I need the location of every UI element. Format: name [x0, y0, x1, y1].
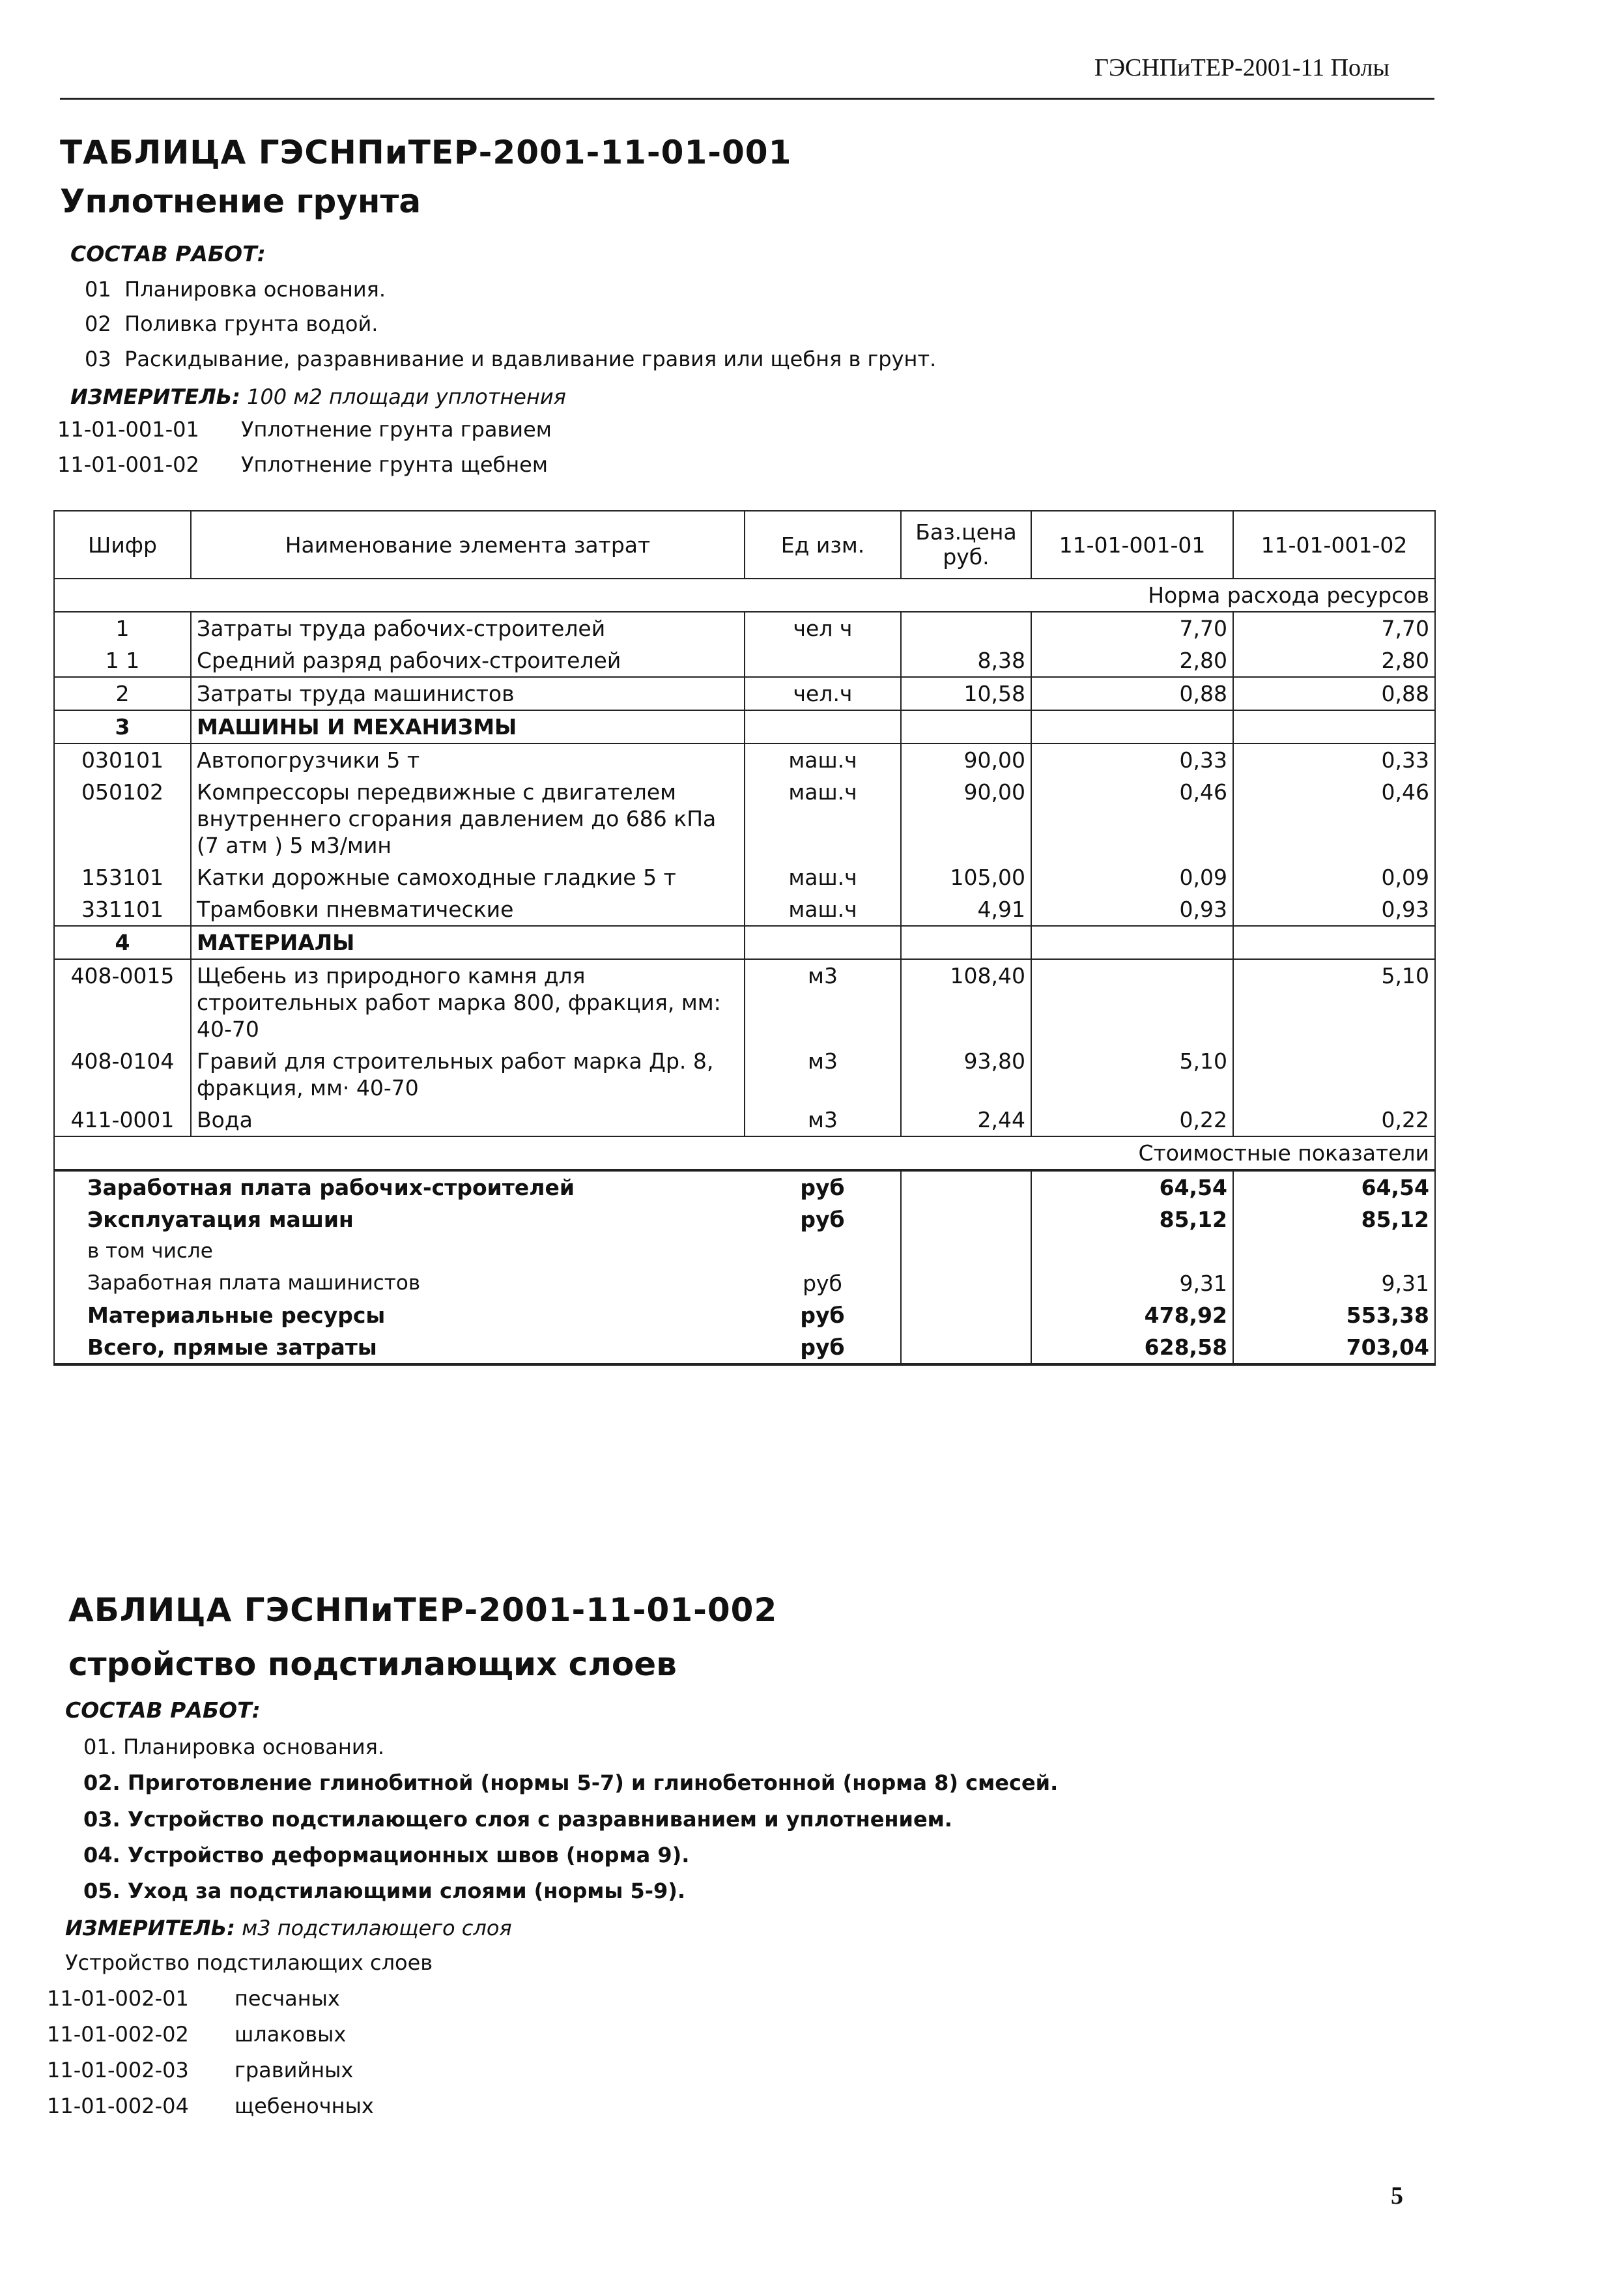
resource-band-row: [54, 579, 1435, 612]
cell-norm2: 0,88: [1233, 677, 1435, 710]
cell-norm2: [1233, 926, 1435, 959]
cell-price: [901, 612, 1031, 644]
table2-work-item: [83, 1735, 384, 1759]
measure-label: ИЗМЕРИТЕЛЬ:: [70, 384, 240, 409]
cell-unit: чел.ч: [745, 677, 901, 710]
cell-code: 030101: [54, 743, 191, 776]
table-row: [54, 893, 1435, 926]
cell-name: Гравий для строительных работ марка Др. 8, фракция, мм· 40-70: [191, 1045, 745, 1104]
cell-unit: м3: [745, 1045, 901, 1104]
summary-norm2: 553,38: [1233, 1299, 1435, 1331]
table1-norm-name: Уплотнение грунта щебнем: [241, 452, 548, 477]
running-header: ГЭСНПиТЕР-2001-11 Полы: [1094, 54, 1390, 81]
table2-work-item: [83, 1807, 952, 1832]
col-header-unit: Ед изм.: [745, 511, 901, 579]
table2-norm-name: щебеночных: [235, 2094, 374, 2118]
table-row: [54, 612, 1435, 644]
cell-norm1: 7,70: [1031, 612, 1233, 644]
cell-name: Средний разряд рабочих-строителей: [191, 644, 745, 677]
cell-code: 4: [54, 926, 191, 959]
cell-price: 90,00: [901, 743, 1031, 776]
summary-name: Материальные ресурсы: [54, 1299, 745, 1331]
cell-name: Трамбовки пневматические: [191, 893, 745, 926]
cell-unit: [745, 644, 901, 677]
table2-norm-code: 11-01-002-03: [47, 2058, 189, 2082]
summary-price-empty: [901, 1203, 1031, 1235]
cell-price: 10,58: [901, 677, 1031, 710]
cell-name: Автопогрузчики 5 т: [191, 743, 745, 776]
summary-price-empty: [901, 1299, 1031, 1331]
cell-name: Компрессоры передвижные с двигателем внутреннего сгорания давлением до 686 кПа (7 атм ) 5 м3/мин: [191, 776, 745, 861]
table1-norm-name: Уплотнение грунта гравием: [241, 417, 552, 442]
cell-norm1: 0,09: [1031, 861, 1233, 893]
table2-norm-code: 11-01-002-01: [47, 1986, 189, 2011]
measure-value: 100 м2 площади уплотнения: [247, 384, 566, 409]
cell-code: 3: [54, 710, 191, 743]
summary-norm1: 9,31: [1031, 1267, 1233, 1299]
cell-unit: м3: [745, 1104, 901, 1136]
table-row: [54, 861, 1435, 893]
table1-work-item: [85, 347, 936, 371]
table2-subtitle: стройство подстилающих слоев: [68, 1645, 677, 1683]
work-text: Уход за подстилающими слоями (нормы 5-9).: [127, 1879, 686, 1903]
table2-norm-name: шлаковых: [235, 2022, 347, 2047]
table1-subtitle: Уплотнение грунта: [60, 182, 421, 220]
cell-name: Катки дорожные самоходные гладкие 5 т: [191, 861, 745, 893]
table2-norm-name: гравийных: [235, 2058, 354, 2082]
work-text: Устройство подстилающего слоя с разравниванием и уплотнением.: [127, 1807, 952, 1832]
cell-norm1: 0,46: [1031, 776, 1233, 861]
table-row: [54, 743, 1435, 776]
header-rule: [60, 98, 1434, 100]
cell-norm1: 2,80: [1031, 644, 1233, 677]
summary-norm2: 85,12: [1233, 1203, 1435, 1235]
summary-name: Эксплуатация машин: [54, 1203, 745, 1235]
table1-work-item: [85, 311, 378, 336]
cell-code: 1 1: [54, 644, 191, 677]
cell-price: [901, 710, 1031, 743]
table-row: [54, 959, 1435, 1045]
summary-norm2: 64,54: [1233, 1170, 1435, 1203]
summary-price-empty: [901, 1170, 1031, 1203]
cell-name: МАШИНЫ И МЕХАНИЗМЫ: [191, 710, 745, 743]
col-header-code: Шифр: [54, 511, 191, 579]
cell-name: Вода: [191, 1104, 745, 1136]
table-row: [54, 1045, 1435, 1104]
cell-name: Щебень из природного камня для строительных работ марка 800, фракция, мм: 40-70: [191, 959, 745, 1045]
col-header-norm2: 11-01-001-02: [1233, 511, 1435, 579]
table2-work-item: [83, 1770, 1058, 1795]
cell-norm2: 7,70: [1233, 612, 1435, 644]
cell-norm2: 2,80: [1233, 644, 1435, 677]
summary-row: [54, 1299, 1435, 1331]
summary-price-empty: [901, 1331, 1031, 1364]
table1-measure: [70, 384, 566, 409]
summary-row: [54, 1267, 1435, 1299]
cell-code: 408-0104: [54, 1045, 191, 1104]
col-header-name: Наименование элемента затрат: [191, 511, 745, 579]
summary-price-empty: [901, 1267, 1031, 1299]
cell-code: 331101: [54, 893, 191, 926]
cell-unit: маш.ч: [745, 893, 901, 926]
table-row: [54, 1104, 1435, 1136]
section-row: [54, 926, 1435, 959]
table-row: [54, 677, 1435, 710]
cell-norm2: 5,10: [1233, 959, 1435, 1045]
summary-unit: [745, 1235, 901, 1267]
summary-norm2: 9,31: [1233, 1267, 1435, 1299]
cell-name: Затраты труда рабочих-строителей: [191, 612, 745, 644]
table1-works-label: СОСТАВ РАБОТ:: [70, 241, 266, 267]
work-text: Планировка основания.: [123, 1735, 385, 1759]
summary-unit: руб: [745, 1203, 901, 1235]
work-num: 01: [85, 277, 111, 302]
table1-work-item: [85, 277, 386, 302]
work-num: 03: [85, 347, 111, 371]
cell-norm1: 0,33: [1031, 743, 1233, 776]
summary-row: [54, 1331, 1435, 1364]
work-text: Планировка основания.: [124, 277, 386, 302]
cell-price: 105,00: [901, 861, 1031, 893]
cost-band: Стоимостные показатели: [54, 1136, 1435, 1170]
summary-norm1: 628,58: [1031, 1331, 1233, 1364]
work-num: 02: [85, 311, 111, 336]
summary-norm1: 85,12: [1031, 1203, 1233, 1235]
summary-name: в том числе: [54, 1235, 745, 1267]
cell-unit: [745, 926, 901, 959]
cell-code: 050102: [54, 776, 191, 861]
summary-row: [54, 1203, 1435, 1235]
summary-price-empty: [901, 1235, 1031, 1267]
summary-row: [54, 1170, 1435, 1203]
summary-row: [54, 1235, 1435, 1267]
cell-code: 408-0015: [54, 959, 191, 1045]
cell-norm2: 0,22: [1233, 1104, 1435, 1136]
summary-unit: руб: [745, 1299, 901, 1331]
table2-norm-code: 11-01-002-04: [47, 2094, 189, 2118]
cell-price: 8,38: [901, 644, 1031, 677]
work-text: Раскидывание, разравнивание и вдавливание гравия или щебня в грунт.: [124, 347, 937, 371]
measure-label: ИЗМЕРИТЕЛЬ:: [65, 1916, 235, 1940]
table2-group-title: Устройство подстилающих слоев: [65, 1950, 433, 1975]
table2-works-label: СОСТАВ РАБОТ:: [65, 1697, 261, 1723]
col-header-norm1: 11-01-001-01: [1031, 511, 1233, 579]
cell-code: 1: [54, 612, 191, 644]
table2-norm-code: 11-01-002-02: [47, 2022, 189, 2047]
cell-unit: м3: [745, 959, 901, 1045]
cell-price: 4,91: [901, 893, 1031, 926]
work-text: Устройство деформационных швов (норма 9).: [127, 1843, 690, 1867]
summary-norm2: [1233, 1235, 1435, 1267]
cell-norm1: 0,88: [1031, 677, 1233, 710]
cost-table: [53, 510, 1436, 1366]
table1-title: ТАБЛИЦА ГЭСНПиТЕР-2001-11-01-001: [60, 134, 792, 171]
work-text: Поливка грунта водой.: [124, 311, 378, 336]
table-header-row: [54, 511, 1435, 579]
work-num: 05.: [83, 1879, 121, 1903]
table2-title: АБЛИЦА ГЭСНПиТЕР-2001-11-01-002: [68, 1591, 778, 1629]
summary-norm2: 703,04: [1233, 1331, 1435, 1364]
cell-name: Затраты труда машинистов: [191, 677, 745, 710]
resource-band: Норма расхода ресурсов: [54, 579, 1435, 612]
table1-norm-code: 11-01-001-02: [57, 452, 199, 477]
summary-unit: руб: [745, 1267, 901, 1299]
cell-norm1: [1031, 710, 1233, 743]
summary-norm1: 478,92: [1031, 1299, 1233, 1331]
cell-norm2: 0,33: [1233, 743, 1435, 776]
work-num: 01.: [83, 1735, 117, 1759]
work-num: 04.: [83, 1843, 121, 1867]
cell-code: 153101: [54, 861, 191, 893]
cost-band-row: [54, 1136, 1435, 1170]
summary-norm1: [1031, 1235, 1233, 1267]
cell-norm2: [1233, 710, 1435, 743]
cell-unit: маш.ч: [745, 743, 901, 776]
table2-work-item: [83, 1879, 685, 1903]
summary-unit: руб: [745, 1170, 901, 1203]
work-text: Приготовление глинобитной (нормы 5-7) и глинобетонной (норма 8) смесей.: [127, 1770, 1059, 1795]
cell-code: 2: [54, 677, 191, 710]
summary-name: Заработная плата машинистов: [54, 1267, 745, 1299]
cell-price: [901, 926, 1031, 959]
cell-code: 411-0001: [54, 1104, 191, 1136]
cell-norm1: [1031, 959, 1233, 1045]
cell-norm2: 0,09: [1233, 861, 1435, 893]
cell-norm1: 0,93: [1031, 893, 1233, 926]
cell-unit: [745, 710, 901, 743]
cell-name: МАТЕРИАЛЫ: [191, 926, 745, 959]
table1-norm-code: 11-01-001-01: [57, 417, 199, 442]
summary-norm1: 64,54: [1031, 1170, 1233, 1203]
cell-norm1: 0,22: [1031, 1104, 1233, 1136]
summary-name: Всего, прямые затраты: [54, 1331, 745, 1364]
measure-value: м3 подстилающего слоя: [242, 1916, 512, 1940]
cell-price: 108,40: [901, 959, 1031, 1045]
summary-name: Заработная плата рабочих-строителей: [54, 1170, 745, 1203]
cell-unit: чел ч: [745, 612, 901, 644]
table2-measure: [65, 1916, 512, 1940]
cell-norm2: 0,93: [1233, 893, 1435, 926]
summary-unit: руб: [745, 1331, 901, 1364]
cell-price: 2,44: [901, 1104, 1031, 1136]
page-number: 5: [1391, 2182, 1403, 2210]
cell-unit: маш.ч: [745, 776, 901, 861]
col-header-price: Баз.цена руб.: [901, 511, 1031, 579]
table-row: [54, 776, 1435, 861]
section-row: [54, 710, 1435, 743]
cell-norm1: 5,10: [1031, 1045, 1233, 1104]
table2-work-item: [83, 1843, 689, 1867]
work-num: 02.: [83, 1770, 121, 1795]
work-num: 03.: [83, 1807, 121, 1832]
cell-price: 93,80: [901, 1045, 1031, 1104]
cell-unit: маш.ч: [745, 861, 901, 893]
cell-price: 90,00: [901, 776, 1031, 861]
cell-norm2: 0,46: [1233, 776, 1435, 861]
cell-norm2: [1233, 1045, 1435, 1104]
table-row: [54, 644, 1435, 677]
table2-norm-name: песчаных: [235, 1986, 340, 2011]
cell-norm1: [1031, 926, 1233, 959]
